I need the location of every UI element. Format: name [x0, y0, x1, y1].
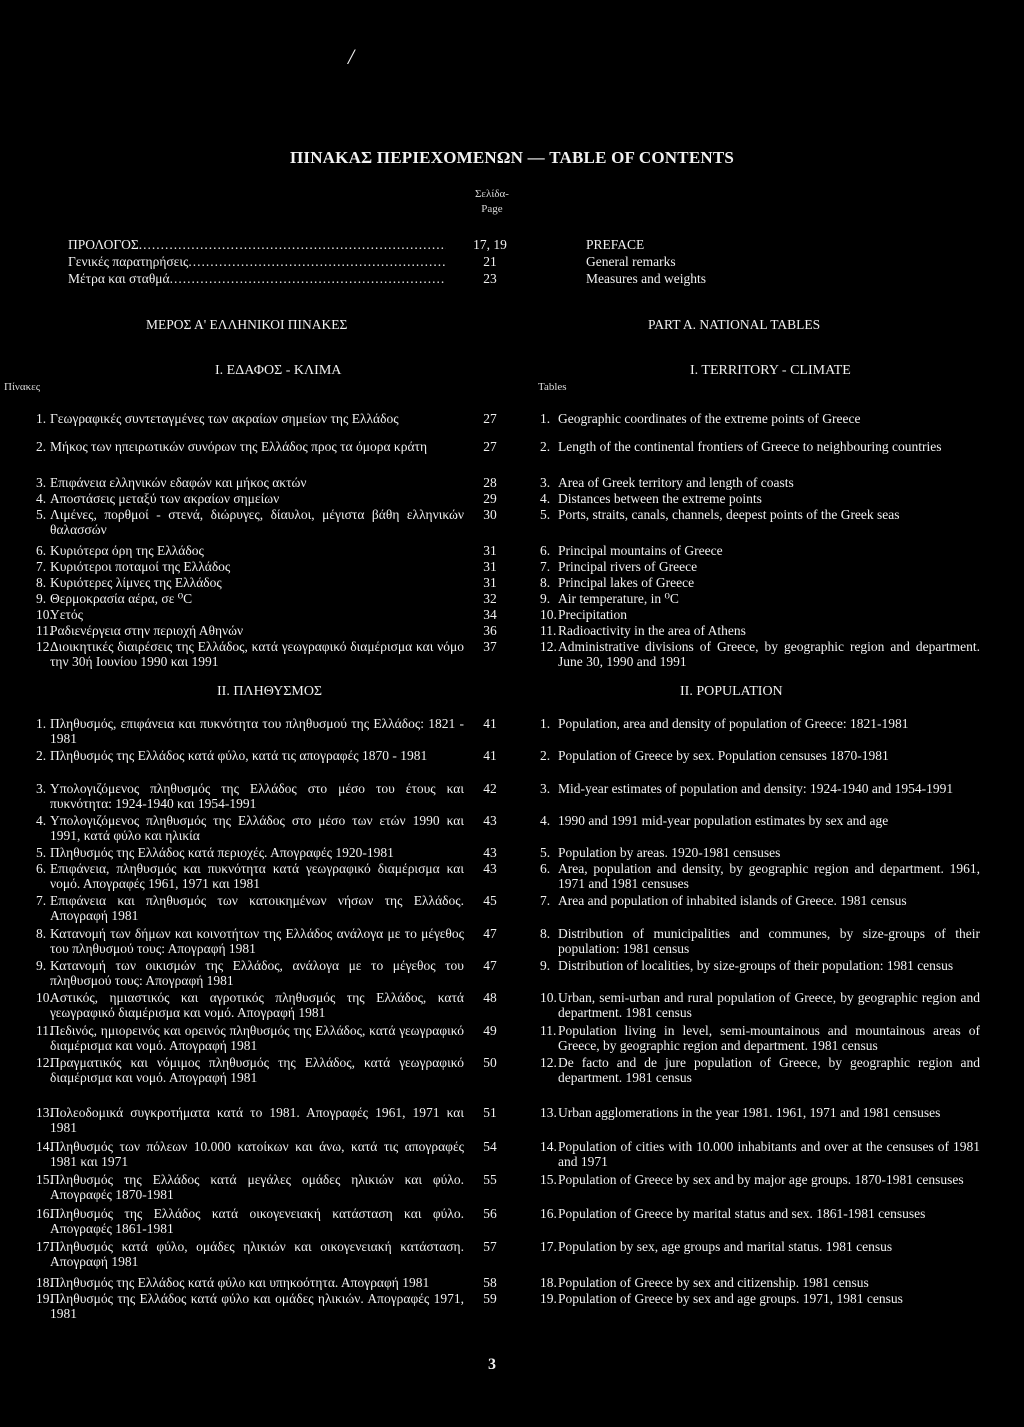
page-column-header-en: Page: [481, 203, 503, 215]
entry-title: De facto and de jure population of Greece, by geographic region and department. 1981 census: [558, 1055, 980, 1085]
entry-title: Πληθυσμός της Ελλάδος κατά περιοχές. Απογραφές 1920-1981: [50, 845, 394, 860]
entry-title: Urban, semi-urban and rural population of Greece, by geographic region and department. 1981 census: [558, 990, 980, 1020]
table-entry-gr: [36, 507, 464, 537]
entry-title: Population of cities with 10.000 inhabitants and over at the censuses of 1981 and 1971: [558, 1139, 980, 1169]
entry-number: 8.: [36, 575, 47, 590]
entry-title: Radioactivity in the area of Athens: [558, 623, 746, 638]
table-entry-en: [540, 491, 980, 506]
entry-number: 3.: [36, 475, 47, 490]
entry-number: 14.: [540, 1139, 557, 1154]
entry-number: 10.: [540, 990, 557, 1005]
table-entry-gr: [36, 491, 464, 506]
entry-number: 11.: [36, 1023, 53, 1038]
entry-title: Area and population of inhabited islands of Greece. 1981 census: [558, 893, 907, 908]
entry-number: 5.: [36, 845, 47, 860]
entry-number: 16.: [540, 1206, 557, 1221]
entry-page: 50: [483, 1055, 497, 1070]
page-column-header-gr: Σελίδα-: [475, 188, 509, 200]
entry-page: 31: [483, 559, 497, 574]
front-item-en: PREFACE: [586, 237, 645, 252]
entry-page: 28: [483, 475, 497, 490]
entry-number: 13.: [36, 1105, 53, 1120]
entry-page: 31: [483, 543, 497, 558]
entry-number: 1.: [36, 411, 47, 426]
entry-number: 2.: [36, 439, 47, 454]
table-entry-en: [540, 411, 980, 426]
section-heading-gr: II. ΠΛΗΘΥΣΜΟΣ: [217, 684, 323, 699]
entry-number: 6.: [540, 543, 551, 558]
entry-page: 43: [483, 813, 497, 828]
front-label: Γενικές παρατηρήσεις: [68, 254, 189, 269]
table-entry-en: [540, 507, 980, 522]
entry-page: 41: [483, 748, 497, 763]
entry-page: 51: [483, 1105, 497, 1120]
entry-number: 9.: [36, 958, 47, 973]
entry-number: 6.: [36, 861, 47, 876]
entry-number: 11.: [540, 1023, 557, 1038]
entry-number: 9.: [36, 591, 47, 606]
entry-page: 30: [483, 507, 497, 522]
table-entry-en: [540, 990, 980, 1020]
entry-number: 2.: [540, 439, 551, 454]
entry-title: Κατανομή των οικισμών της Ελλάδος, ανάλογα με το μέγεθος του πληθυσμού τους: Απογραφή 1981: [50, 958, 464, 988]
table-entry-en: [540, 607, 980, 622]
entry-title: Population of Greece by marital status and sex. 1861-1981 censuses: [558, 1206, 926, 1221]
leader-dots: [139, 236, 446, 253]
entry-title: Population living in level, semi-mountainous and mountainous areas of Greece, by geographic region and department. 1981 census: [558, 1023, 980, 1053]
table-entry-gr: [36, 813, 464, 843]
entry-title: Πληθυσμός της Ελλάδος κατά οικογενειακή κατάσταση και φύλο. Απογραφές 1861-1981: [50, 1206, 464, 1236]
entry-page: 56: [483, 1206, 497, 1221]
entry-title: Mid-year estimates of population and density: 1924-1940 and 1954-1991: [558, 781, 954, 796]
entry-number: 5.: [36, 507, 47, 522]
entry-title: Πληθυσμός, επιφάνεια και πυκνότητα του πληθυσμού της Ελλάδος: 1821 - 1981: [50, 716, 464, 746]
entry-number: 1.: [36, 716, 47, 731]
entry-number: 18.: [540, 1275, 557, 1290]
entry-title: Λιμένες, πορθμοί - στενά, διώρυγες, δίαυλοι, μέγιστα βάθη ελληνικών θαλασσών: [50, 507, 464, 537]
entry-title: Administrative divisions of Greece, by geographic region and department. June 30, 1990 and 1991: [558, 639, 980, 669]
table-entry-en: [540, 1206, 980, 1221]
entry-number: 4.: [36, 813, 47, 828]
entry-title: Length of the continental frontiers of Greece to neighbouring countries: [558, 439, 942, 454]
entry-number: 7.: [36, 559, 47, 574]
corner-mark: /: [348, 44, 355, 69]
table-entry-gr: [36, 893, 464, 923]
entry-page: 43: [483, 861, 497, 876]
entry-title: 1990 and 1991 mid-year population estimates by sex and age: [558, 813, 889, 828]
entry-title: Principal rivers of Greece: [558, 559, 698, 574]
table-entry-en: [540, 475, 980, 490]
table-entry-en: [540, 861, 980, 891]
entry-title: Πεδινός, ημιορεινός και ορεινός πληθυσμός της Ελλάδος, κατά γεωγραφικό διαμέρισμα και νομό. Απογραφή 1981: [50, 1023, 464, 1053]
entry-number: 3.: [540, 475, 551, 490]
entry-page: 27: [483, 439, 497, 454]
entry-number: 9.: [540, 958, 551, 973]
table-entry-en: [540, 813, 980, 828]
tables-label-en: Tables: [538, 381, 567, 393]
entry-number: 11.: [540, 623, 557, 638]
part-heading-en: PART A. NATIONAL TABLES: [648, 317, 821, 332]
entry-page: 42: [483, 781, 497, 796]
entry-title: Population of Greece by sex and citizenship. 1981 census: [558, 1275, 869, 1290]
front-item-gr: [68, 236, 446, 253]
page-number: 3: [488, 1356, 496, 1373]
table-entry-en: [540, 716, 980, 731]
table-entry-en: [540, 1291, 980, 1306]
entry-title: Urban agglomerations in the year 1981. 1961, 1971 and 1981 censuses: [558, 1105, 941, 1120]
entry-title: Population of Greece by sex and age groups. 1971, 1981 census: [558, 1291, 903, 1306]
table-entry-gr: [36, 1105, 464, 1135]
entry-number: 12.: [540, 639, 557, 654]
entry-number: 16.: [36, 1206, 53, 1221]
table-entry-gr: [36, 607, 464, 622]
entry-page: 59: [483, 1291, 497, 1306]
section-heading-en: II. POPULATION: [680, 684, 783, 699]
entry-page: 32: [483, 591, 497, 606]
table-entry-gr: [36, 639, 464, 669]
entry-number: 8.: [540, 575, 551, 590]
entry-page: 47: [483, 926, 497, 941]
entry-number: 2.: [540, 748, 551, 763]
table-entry-gr: [36, 1239, 464, 1269]
entry-number: 6.: [36, 543, 47, 558]
entry-title: Πληθυσμός των πόλεων 10.000 κατοίκων και άνω, κατά τις απογραφές 1981 και 1971: [50, 1139, 464, 1169]
section-heading-en: I. TERRITORY - CLIMATE: [690, 363, 851, 378]
table-entry-en: [540, 623, 980, 638]
entry-title: Distances between the extreme points: [558, 491, 762, 506]
part-heading-gr: ΜΕΡΟΣ Α' ΕΛΛΗΝΙΚΟΙ ΠΙΝΑΚΕΣ: [146, 317, 348, 332]
table-entry-gr: [36, 623, 464, 638]
front-item-gr: [68, 253, 446, 270]
table-entry-gr: [36, 926, 464, 956]
table-entry-gr: [36, 411, 464, 426]
entry-page: 47: [483, 958, 497, 973]
entry-number: 7.: [540, 559, 551, 574]
table-entry-gr: [36, 1291, 464, 1321]
table-entry-en: [540, 575, 980, 590]
table-entry-gr: [36, 861, 464, 891]
entry-number: 12.: [540, 1055, 557, 1070]
table-entry-gr: [36, 990, 464, 1020]
table-entry-gr: [36, 958, 464, 988]
entry-page: 48: [483, 990, 497, 1005]
entry-title: Ραδιενέργεια στην περιοχή Αθηνών: [50, 623, 244, 638]
front-label: Μέτρα και σταθμά: [68, 271, 170, 286]
table-entry-gr: [36, 1275, 464, 1290]
table-entry-en: [540, 845, 980, 860]
table-entry-en: [540, 639, 980, 669]
entry-title: Αποστάσεις μεταξύ των ακραίων σημείων: [50, 491, 280, 506]
front-item-en: Measures and weights: [586, 271, 706, 286]
entry-number: 17.: [540, 1239, 557, 1254]
entry-title: Principal mountains of Greece: [558, 543, 723, 558]
entry-number: 3.: [36, 781, 47, 796]
entry-number: 10.: [36, 607, 53, 622]
table-entry-en: [540, 926, 980, 956]
entry-title: Κατανομή των δήμων και κοινοτήτων της Ελλάδος ανάλογα με το μέγεθος του πληθυσμού τους: Απογραφή 1981: [50, 926, 464, 956]
table-entry-en: [540, 439, 980, 454]
entry-title: Υπολογιζόμενος πληθυσμός της Ελλάδος στο μέσο των ετών 1990 και 1991, κατά φύλο και ηλικία: [50, 813, 464, 843]
entry-page: 54: [483, 1139, 497, 1154]
entry-number: 2.: [36, 748, 47, 763]
table-entry-gr: [36, 575, 464, 590]
entry-number: 15.: [36, 1172, 53, 1187]
table-entry-en: [540, 543, 980, 558]
entry-title: Area of Greek territory and length of coasts: [558, 475, 794, 490]
entry-title: Population by areas. 1920-1981 censuses: [558, 845, 781, 860]
entry-title: Πληθυσμός της Ελλάδος κατά φύλο και ομάδες ηλικιών. Απογραφές 1971, 1981: [50, 1291, 464, 1321]
table-entry-gr: [36, 1139, 464, 1169]
entry-number: 8.: [36, 926, 47, 941]
entry-title: Διοικητικές διαιρέσεις της Ελλάδος, κατά γεωγραφικό διαμέρισμα και νόμο την 30ή Ιουνίου 1990 και 1991: [50, 639, 464, 669]
entry-title: Μήκος των ηπειρωτικών συνόρων της Ελλάδος προς τα όμορα κράτη: [50, 439, 428, 454]
entry-title: Υετός: [50, 607, 83, 622]
entry-title: Πολεοδομικά συγκροτήματα κατά το 1981. Απογραφές 1961, 1971 και 1981: [50, 1105, 464, 1135]
table-entry-en: [540, 958, 980, 973]
entry-title: Πληθυσμός της Ελλάδος κατά φύλο, κατά τις απογραφές 1870 - 1981: [50, 748, 428, 763]
entry-title: Population of Greece by sex and by major age groups. 1870-1981 censuses: [558, 1172, 964, 1187]
entry-title: Κυριότερα όρη της Ελλάδος: [50, 543, 204, 558]
entry-title: Population of Greece by sex. Population censuses 1870-1981: [558, 748, 889, 763]
entry-page: 27: [483, 411, 497, 426]
table-entry-en: [540, 781, 980, 796]
entry-page: 34: [483, 607, 497, 622]
entry-number: 12.: [36, 1055, 53, 1070]
front-page: 21: [483, 254, 497, 269]
entry-title: Επιφάνεια και πληθυσμός των κατοικημένων νήσων της Ελλάδος. Απογραφή 1981: [50, 893, 464, 923]
entry-title: Distribution of municipalities and communes, by size-groups of their population: 1981 census: [558, 926, 980, 956]
table-entry-en: [540, 559, 980, 574]
entry-number: 13.: [540, 1105, 557, 1120]
table-entry-en: [540, 1105, 980, 1120]
entry-title: Population by sex, age groups and marital status. 1981 census: [558, 1239, 893, 1254]
table-entry-gr: [36, 543, 464, 558]
entry-title: Θερμοκρασία αέρα, σε ⁰C: [50, 591, 193, 606]
entry-title: Πληθυσμός της Ελλάδος κατά μεγάλες ομάδες ηλικιών και φύλο. Απογραφές 1870-1981: [50, 1172, 464, 1202]
entry-page: 43: [483, 845, 497, 860]
entry-title: Επιφάνεια, πληθυσμός και πυκνότητα κατά γεωγραφικό διαμέρισμα και νομό. Απογραφές 1961, 1971 και 1981: [50, 861, 464, 891]
entry-number: 15.: [540, 1172, 557, 1187]
table-entry-gr: [36, 1055, 464, 1085]
entry-number: 7.: [540, 893, 551, 908]
table-entry-gr: [36, 1172, 464, 1202]
entry-number: 4.: [540, 813, 551, 828]
entry-title: Αστικός, ημιαστικός και αγροτικός πληθυσμός της Ελλάδος, κατά γεωγραφικό διαμέρισμα και νομό. Απογραφή 1981: [50, 990, 464, 1020]
entry-page: 58: [483, 1275, 497, 1290]
entry-title: Air temperature, in ⁰C: [558, 591, 679, 606]
page-column-header: [472, 187, 512, 217]
front-label: ΠΡΟΛΟΓΟΣ: [68, 237, 139, 252]
entry-title: Distribution of localities, by size-groups of their population: 1981 census: [558, 958, 954, 973]
entry-number: 10.: [540, 607, 557, 622]
entry-number: 4.: [36, 491, 47, 506]
entry-number: 11.: [36, 623, 53, 638]
table-entry-gr: [36, 591, 464, 606]
entry-number: 19.: [540, 1291, 557, 1306]
entry-title: Geographic coordinates of the extreme points of Greece: [558, 411, 861, 426]
table-entry-en: [540, 748, 980, 763]
entry-title: Υπολογιζόμενος πληθυσμός της Ελλάδος στο μέσο του έτους και πυκνότητα: 1924-1940 και 1954-1991: [50, 781, 464, 811]
table-entry-en: [540, 1139, 980, 1169]
entry-number: 12.: [36, 639, 53, 654]
entry-title: Population, area and density of population of Greece: 1821-1981: [558, 716, 909, 731]
entry-title: Κυριότεροι ποταμοί της Ελλάδος: [50, 559, 231, 574]
entry-number: 19.: [36, 1291, 53, 1306]
entry-title: Precipitation: [558, 607, 627, 622]
entry-page: 45: [483, 893, 497, 908]
table-entry-gr: [36, 748, 464, 763]
table-entry-en: [540, 1023, 980, 1053]
entry-title: Area, population and density, by geographic region and department. 1961, 1971 and 1981 censuses: [558, 861, 980, 891]
tables-label-gr: Πίνακες: [4, 381, 41, 393]
table-entry-gr: [36, 1023, 464, 1053]
table-entry-en: [540, 1055, 980, 1085]
table-entry-en: [540, 1275, 980, 1290]
front-page: 17, 19: [473, 237, 507, 252]
table-entry-en: [540, 591, 980, 606]
leader-dots: [170, 270, 446, 287]
entry-number: 10.: [36, 990, 53, 1005]
table-entry-en: [540, 1239, 980, 1254]
table-entry-en: [540, 1172, 980, 1187]
table-entry-gr: [36, 845, 464, 860]
front-item-en: General remarks: [586, 254, 676, 269]
entry-page: 36: [483, 623, 497, 638]
entry-page: 31: [483, 575, 497, 590]
entry-title: Κυριότερες λίμνες της Ελλάδος: [50, 575, 222, 590]
leader-dots: [188, 253, 446, 270]
entry-number: 18.: [36, 1275, 53, 1290]
front-item-gr: [68, 270, 446, 287]
page-title: ΠΙΝΑΚΑΣ ΠΕΡΙΕΧΟΜΕΝΩΝ — TABLE OF CONTENTS: [289, 148, 735, 167]
entry-title: Πραγματικός και νόμιμος πληθυσμός της Ελλάδος, κατά γεωγραφικό διαμέρισμα και νομό. Απογραφή 1981: [50, 1055, 464, 1085]
table-entry-gr: [36, 1206, 464, 1236]
entry-number: 6.: [540, 861, 551, 876]
table-entry-gr: [36, 559, 464, 574]
entry-page: 41: [483, 716, 497, 731]
table-entry-en: [540, 893, 980, 908]
entry-title: Γεωγραφικές συντεταγμένες των ακραίων σημείων της Ελλάδος: [50, 411, 399, 426]
entry-title: Ports, straits, canals, channels, deepest points of the Greek seas: [558, 507, 900, 522]
entry-number: 4.: [540, 491, 551, 506]
entry-number: 5.: [540, 845, 551, 860]
entry-number: 5.: [540, 507, 551, 522]
entry-page: 29: [483, 491, 497, 506]
table-entry-gr: [36, 439, 464, 454]
entry-number: 14.: [36, 1139, 53, 1154]
entry-number: 3.: [540, 781, 551, 796]
entry-number: 17.: [36, 1239, 53, 1254]
entry-page: 57: [483, 1239, 497, 1254]
entry-title: Principal lakes of Greece: [558, 575, 695, 590]
entry-number: 9.: [540, 591, 551, 606]
table-entry-gr: [36, 716, 464, 746]
entry-page: 37: [483, 639, 497, 654]
table-entry-gr: [36, 475, 464, 490]
entry-number: 1.: [540, 716, 551, 731]
table-entry-gr: [36, 781, 464, 811]
entry-number: 8.: [540, 926, 551, 941]
entry-number: 7.: [36, 893, 47, 908]
entry-number: 1.: [540, 411, 551, 426]
front-page: 23: [483, 271, 497, 286]
entry-title: Επιφάνεια ελληνικών εδαφών και μήκος ακτών: [50, 475, 307, 490]
entry-title: Πληθυσμός της Ελλάδος κατά φύλο και υπηκοότητα. Απογραφή 1981: [50, 1275, 430, 1290]
section-heading-gr: I. ΕΔΑΦΟΣ - ΚΛΙΜΑ: [215, 363, 342, 378]
entry-page: 55: [483, 1172, 497, 1187]
entry-page: 49: [483, 1023, 497, 1038]
entry-title: Πληθυσμός κατά φύλο, ομάδες ηλικιών και οικογενειακή κατάσταση. Απογραφή 1981: [50, 1239, 464, 1269]
